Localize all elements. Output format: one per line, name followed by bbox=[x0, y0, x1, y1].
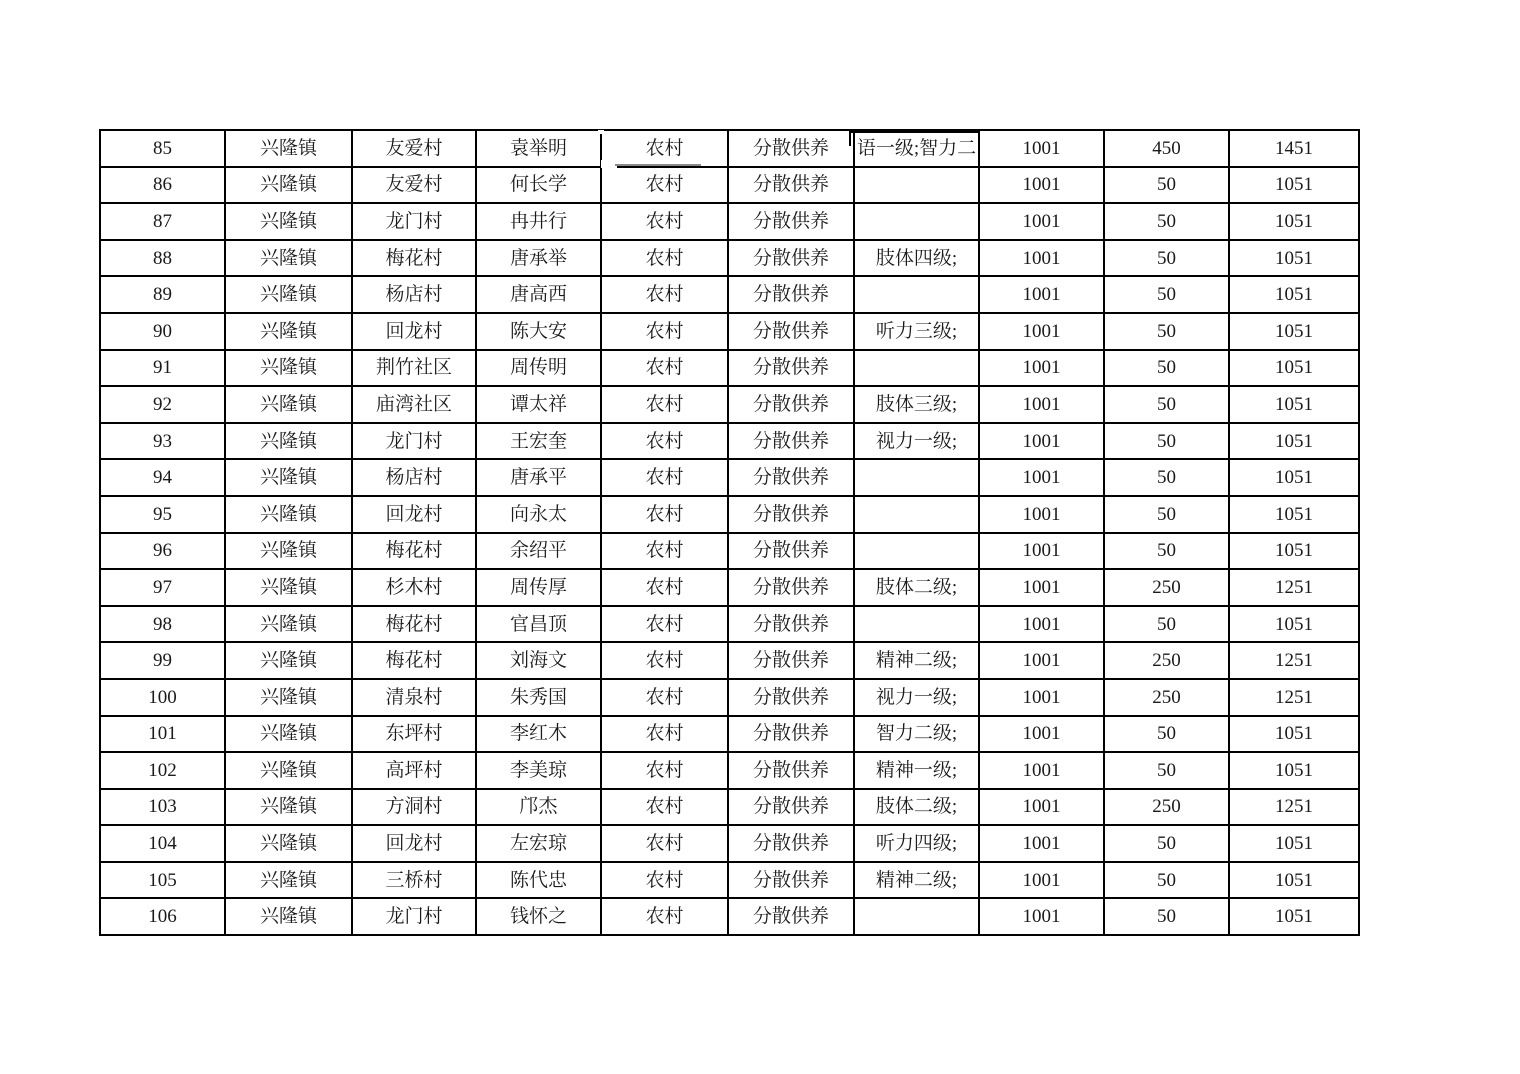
support-type-cell: 分散供养 bbox=[728, 130, 854, 167]
subsidy-amount-cell: 250 bbox=[1104, 642, 1229, 679]
base-amount-cell: 1001 bbox=[979, 240, 1104, 277]
row-number-cell: 92 bbox=[100, 386, 225, 423]
residence-type-cell: 农村 bbox=[601, 569, 728, 606]
row-number-cell: 97 bbox=[100, 569, 225, 606]
residence-type-cell: 农村 bbox=[601, 898, 728, 935]
disability-level-cell bbox=[854, 167, 979, 204]
village-cell: 三桥村 bbox=[352, 862, 476, 899]
base-amount-cell: 1001 bbox=[979, 167, 1104, 204]
village-cell: 龙门村 bbox=[352, 898, 476, 935]
table-row bbox=[100, 789, 1359, 826]
subsidy-amount-cell: 50 bbox=[1104, 533, 1229, 570]
table-row bbox=[100, 276, 1359, 313]
table-row bbox=[100, 386, 1359, 423]
residence-type-cell: 农村 bbox=[601, 862, 728, 899]
residence-type-cell: 农村 bbox=[601, 350, 728, 387]
total-amount-cell: 1051 bbox=[1229, 533, 1359, 570]
table-row bbox=[100, 459, 1359, 496]
support-type-cell: 分散供养 bbox=[728, 606, 854, 643]
base-amount-cell: 1001 bbox=[979, 313, 1104, 350]
support-type-cell: 分散供养 bbox=[728, 167, 854, 204]
town-cell: 兴隆镇 bbox=[225, 752, 352, 789]
town-cell: 兴隆镇 bbox=[225, 825, 352, 862]
base-amount-cell: 1001 bbox=[979, 862, 1104, 899]
residence-type-cell: 农村 bbox=[601, 240, 728, 277]
subsidy-amount-cell: 50 bbox=[1104, 240, 1229, 277]
table-row bbox=[100, 240, 1359, 277]
support-type-cell: 分散供养 bbox=[728, 642, 854, 679]
person-name-cell: 唐承平 bbox=[476, 459, 601, 496]
base-amount-cell: 1001 bbox=[979, 276, 1104, 313]
table-row bbox=[100, 167, 1359, 204]
residence-type-cell: 农村 bbox=[601, 752, 728, 789]
disability-level-cell: 肢体四级; bbox=[854, 240, 979, 277]
disability-level-cell bbox=[854, 898, 979, 935]
table-row bbox=[100, 716, 1359, 753]
residence-type-cell: 农村 bbox=[601, 276, 728, 313]
person-name-cell: 谭太祥 bbox=[476, 386, 601, 423]
residence-type-cell: 农村 bbox=[601, 642, 728, 679]
residence-type-cell: 农村 bbox=[601, 716, 728, 753]
row-number-cell: 98 bbox=[100, 606, 225, 643]
disability-level-cell: 视力一级; bbox=[854, 679, 979, 716]
subsidy-amount-cell: 50 bbox=[1104, 276, 1229, 313]
table-row bbox=[100, 825, 1359, 862]
village-cell: 回龙村 bbox=[352, 496, 476, 533]
village-cell: 回龙村 bbox=[352, 313, 476, 350]
support-type-cell: 分散供养 bbox=[728, 203, 854, 240]
row-number-cell: 86 bbox=[100, 167, 225, 204]
row-number-cell: 94 bbox=[100, 459, 225, 496]
subsidy-amount-cell: 250 bbox=[1104, 569, 1229, 606]
table-row bbox=[100, 423, 1359, 460]
table-row bbox=[100, 313, 1359, 350]
residence-type-cell: 农村 bbox=[601, 203, 728, 240]
village-cell: 杨店村 bbox=[352, 459, 476, 496]
table-row bbox=[100, 642, 1359, 679]
person-name-cell: 唐承举 bbox=[476, 240, 601, 277]
row-number-cell: 85 bbox=[100, 130, 225, 167]
base-amount-cell: 1001 bbox=[979, 752, 1104, 789]
base-amount-cell: 1001 bbox=[979, 203, 1104, 240]
disability-level-cell bbox=[854, 606, 979, 643]
base-amount-cell: 1001 bbox=[979, 350, 1104, 387]
total-amount-cell: 1051 bbox=[1229, 167, 1359, 204]
total-amount-cell: 1451 bbox=[1229, 130, 1359, 167]
disability-level-cell: 精神二级; bbox=[854, 862, 979, 899]
row-number-cell: 89 bbox=[100, 276, 225, 313]
support-type-cell: 分散供养 bbox=[728, 386, 854, 423]
total-amount-cell: 1051 bbox=[1229, 350, 1359, 387]
base-amount-cell: 1001 bbox=[979, 898, 1104, 935]
base-amount-cell: 1001 bbox=[979, 386, 1104, 423]
total-amount-cell: 1051 bbox=[1229, 825, 1359, 862]
town-cell: 兴隆镇 bbox=[225, 276, 352, 313]
table-row bbox=[100, 350, 1359, 387]
town-cell: 兴隆镇 bbox=[225, 423, 352, 460]
support-type-cell: 分散供养 bbox=[728, 862, 854, 899]
person-name-cell: 唐高西 bbox=[476, 276, 601, 313]
person-name-cell: 冉井行 bbox=[476, 203, 601, 240]
residence-type-cell: 农村 bbox=[601, 825, 728, 862]
support-type-cell: 分散供养 bbox=[728, 276, 854, 313]
village-cell: 高坪村 bbox=[352, 752, 476, 789]
subsidy-amount-cell: 50 bbox=[1104, 167, 1229, 204]
base-amount-cell: 1001 bbox=[979, 569, 1104, 606]
row-number-cell: 101 bbox=[100, 716, 225, 753]
row-number-cell: 102 bbox=[100, 752, 225, 789]
total-amount-cell: 1051 bbox=[1229, 386, 1359, 423]
base-amount-cell: 1001 bbox=[979, 716, 1104, 753]
subsidy-amount-cell: 250 bbox=[1104, 679, 1229, 716]
town-cell: 兴隆镇 bbox=[225, 167, 352, 204]
disability-level-cell: 精神二级; bbox=[854, 642, 979, 679]
disability-level-cell: 语一级;智力二 bbox=[854, 130, 979, 167]
row-number-cell: 99 bbox=[100, 642, 225, 679]
person-name-cell: 刘海文 bbox=[476, 642, 601, 679]
village-cell: 龙门村 bbox=[352, 423, 476, 460]
subsidy-amount-cell: 50 bbox=[1104, 386, 1229, 423]
disability-level-cell: 肢体二级; bbox=[854, 569, 979, 606]
total-amount-cell: 1051 bbox=[1229, 423, 1359, 460]
row-number-cell: 100 bbox=[100, 679, 225, 716]
total-amount-cell: 1051 bbox=[1229, 716, 1359, 753]
total-amount-cell: 1051 bbox=[1229, 459, 1359, 496]
residence-type-cell: 农村 bbox=[601, 533, 728, 570]
base-amount-cell: 1001 bbox=[979, 679, 1104, 716]
subsidy-amount-cell: 50 bbox=[1104, 350, 1229, 387]
person-name-cell: 周传厚 bbox=[476, 569, 601, 606]
person-name-cell: 邝杰 bbox=[476, 789, 601, 826]
town-cell: 兴隆镇 bbox=[225, 679, 352, 716]
disability-level-cell bbox=[854, 533, 979, 570]
town-cell: 兴隆镇 bbox=[225, 130, 352, 167]
subsidy-amount-cell: 50 bbox=[1104, 459, 1229, 496]
residence-type-cell: 农村 bbox=[601, 167, 728, 204]
row-number-cell: 105 bbox=[100, 862, 225, 899]
total-amount-cell: 1251 bbox=[1229, 569, 1359, 606]
row-number-cell: 93 bbox=[100, 423, 225, 460]
town-cell: 兴隆镇 bbox=[225, 716, 352, 753]
village-cell: 梅花村 bbox=[352, 606, 476, 643]
total-amount-cell: 1251 bbox=[1229, 789, 1359, 826]
residence-type-cell: 农村 bbox=[601, 679, 728, 716]
disability-level-cell bbox=[854, 459, 979, 496]
row-number-cell: 103 bbox=[100, 789, 225, 826]
village-cell: 清泉村 bbox=[352, 679, 476, 716]
residence-type-cell: 农村 bbox=[601, 789, 728, 826]
residence-type-cell: 农村 bbox=[601, 313, 728, 350]
support-type-cell: 分散供养 bbox=[728, 313, 854, 350]
village-cell: 杉木村 bbox=[352, 569, 476, 606]
table-row bbox=[100, 533, 1359, 570]
residence-type-cell: 农村 bbox=[601, 459, 728, 496]
town-cell: 兴隆镇 bbox=[225, 459, 352, 496]
row-number-cell: 96 bbox=[100, 533, 225, 570]
table-row bbox=[100, 569, 1359, 606]
base-amount-cell: 1001 bbox=[979, 642, 1104, 679]
person-name-cell: 李红木 bbox=[476, 716, 601, 753]
village-cell: 杨店村 bbox=[352, 276, 476, 313]
base-amount-cell: 1001 bbox=[979, 496, 1104, 533]
row-number-cell: 90 bbox=[100, 313, 225, 350]
base-amount-cell: 1001 bbox=[979, 606, 1104, 643]
table-row bbox=[100, 496, 1359, 533]
disability-level-cell: 视力一级; bbox=[854, 423, 979, 460]
disability-level-cell bbox=[854, 276, 979, 313]
base-amount-cell: 1001 bbox=[979, 459, 1104, 496]
total-amount-cell: 1051 bbox=[1229, 496, 1359, 533]
row-number-cell: 91 bbox=[100, 350, 225, 387]
person-name-cell: 陈代忠 bbox=[476, 862, 601, 899]
subsidy-amount-cell: 50 bbox=[1104, 716, 1229, 753]
subsidy-amount-cell: 50 bbox=[1104, 203, 1229, 240]
subsidy-amount-cell: 250 bbox=[1104, 789, 1229, 826]
town-cell: 兴隆镇 bbox=[225, 350, 352, 387]
person-name-cell: 周传明 bbox=[476, 350, 601, 387]
village-cell: 荆竹社区 bbox=[352, 350, 476, 387]
disability-level-cell: 精神一级; bbox=[854, 752, 979, 789]
town-cell: 兴隆镇 bbox=[225, 789, 352, 826]
table-row bbox=[100, 606, 1359, 643]
person-name-cell: 官昌顶 bbox=[476, 606, 601, 643]
base-amount-cell: 1001 bbox=[979, 533, 1104, 570]
person-name-cell: 李美琼 bbox=[476, 752, 601, 789]
support-type-cell: 分散供养 bbox=[728, 789, 854, 826]
subsidy-amount-cell: 50 bbox=[1104, 862, 1229, 899]
subsidy-amount-cell: 50 bbox=[1104, 606, 1229, 643]
residence-type-cell: 农村 bbox=[601, 423, 728, 460]
village-cell: 龙门村 bbox=[352, 203, 476, 240]
town-cell: 兴隆镇 bbox=[225, 386, 352, 423]
subsidy-amount-cell: 50 bbox=[1104, 313, 1229, 350]
town-cell: 兴隆镇 bbox=[225, 862, 352, 899]
subsidy-amount-cell: 50 bbox=[1104, 898, 1229, 935]
row-number-cell: 104 bbox=[100, 825, 225, 862]
total-amount-cell: 1051 bbox=[1229, 752, 1359, 789]
subsidy-amount-cell: 450 bbox=[1104, 130, 1229, 167]
benefits-roster-table bbox=[99, 129, 1360, 936]
base-amount-cell: 1001 bbox=[979, 789, 1104, 826]
person-name-cell: 陈大安 bbox=[476, 313, 601, 350]
village-cell: 东坪村 bbox=[352, 716, 476, 753]
base-amount-cell: 1001 bbox=[979, 130, 1104, 167]
subsidy-amount-cell: 50 bbox=[1104, 423, 1229, 460]
support-type-cell: 分散供养 bbox=[728, 752, 854, 789]
town-cell: 兴隆镇 bbox=[225, 313, 352, 350]
disability-level-cell: 肢体三级; bbox=[854, 386, 979, 423]
person-name-cell: 钱怀之 bbox=[476, 898, 601, 935]
table-row bbox=[100, 130, 1359, 167]
base-amount-cell: 1001 bbox=[979, 423, 1104, 460]
support-type-cell: 分散供养 bbox=[728, 240, 854, 277]
benefits-table-body bbox=[100, 130, 1359, 935]
residence-type-cell: 农村 bbox=[601, 496, 728, 533]
village-cell: 方洞村 bbox=[352, 789, 476, 826]
row-number-cell: 106 bbox=[100, 898, 225, 935]
disability-level-cell bbox=[854, 350, 979, 387]
base-amount-cell: 1001 bbox=[979, 825, 1104, 862]
total-amount-cell: 1051 bbox=[1229, 276, 1359, 313]
person-name-cell: 袁举明 bbox=[476, 130, 601, 167]
support-type-cell: 分散供养 bbox=[728, 423, 854, 460]
total-amount-cell: 1051 bbox=[1229, 862, 1359, 899]
support-type-cell: 分散供养 bbox=[728, 716, 854, 753]
total-amount-cell: 1051 bbox=[1229, 898, 1359, 935]
disability-level-cell bbox=[854, 203, 979, 240]
table-row bbox=[100, 203, 1359, 240]
table-row bbox=[100, 862, 1359, 899]
person-name-cell: 朱秀国 bbox=[476, 679, 601, 716]
support-type-cell: 分散供养 bbox=[728, 496, 854, 533]
total-amount-cell: 1051 bbox=[1229, 606, 1359, 643]
row-number-cell: 87 bbox=[100, 203, 225, 240]
village-cell: 回龙村 bbox=[352, 825, 476, 862]
town-cell: 兴隆镇 bbox=[225, 496, 352, 533]
disability-level-cell: 听力三级; bbox=[854, 313, 979, 350]
disability-level-cell: 听力四级; bbox=[854, 825, 979, 862]
town-cell: 兴隆镇 bbox=[225, 642, 352, 679]
person-name-cell: 余绍平 bbox=[476, 533, 601, 570]
support-type-cell: 分散供养 bbox=[728, 825, 854, 862]
person-name-cell: 向永太 bbox=[476, 496, 601, 533]
support-type-cell: 分散供养 bbox=[728, 679, 854, 716]
benefits-table-grid bbox=[99, 129, 1360, 936]
total-amount-cell: 1051 bbox=[1229, 240, 1359, 277]
residence-type-cell: 农村 bbox=[601, 130, 728, 167]
row-number-cell: 88 bbox=[100, 240, 225, 277]
town-cell: 兴隆镇 bbox=[225, 898, 352, 935]
village-cell: 梅花村 bbox=[352, 533, 476, 570]
village-cell: 友爱村 bbox=[352, 167, 476, 204]
subsidy-amount-cell: 50 bbox=[1104, 752, 1229, 789]
support-type-cell: 分散供养 bbox=[728, 898, 854, 935]
town-cell: 兴隆镇 bbox=[225, 240, 352, 277]
subsidy-amount-cell: 50 bbox=[1104, 496, 1229, 533]
row-number-cell: 95 bbox=[100, 496, 225, 533]
table-row bbox=[100, 679, 1359, 716]
town-cell: 兴隆镇 bbox=[225, 533, 352, 570]
person-name-cell: 左宏琼 bbox=[476, 825, 601, 862]
village-cell: 梅花村 bbox=[352, 240, 476, 277]
table-row bbox=[100, 752, 1359, 789]
residence-type-cell: 农村 bbox=[601, 386, 728, 423]
table-row bbox=[100, 898, 1359, 935]
subsidy-amount-cell: 50 bbox=[1104, 825, 1229, 862]
disability-level-cell: 智力二级; bbox=[854, 716, 979, 753]
total-amount-cell: 1251 bbox=[1229, 679, 1359, 716]
support-type-cell: 分散供养 bbox=[728, 350, 854, 387]
town-cell: 兴隆镇 bbox=[225, 203, 352, 240]
residence-type-cell: 农村 bbox=[601, 606, 728, 643]
total-amount-cell: 1251 bbox=[1229, 642, 1359, 679]
support-type-cell: 分散供养 bbox=[728, 533, 854, 570]
village-cell: 庙湾社区 bbox=[352, 386, 476, 423]
total-amount-cell: 1051 bbox=[1229, 203, 1359, 240]
person-name-cell: 王宏奎 bbox=[476, 423, 601, 460]
town-cell: 兴隆镇 bbox=[225, 606, 352, 643]
disability-level-cell bbox=[854, 496, 979, 533]
support-type-cell: 分散供养 bbox=[728, 459, 854, 496]
village-cell: 友爱村 bbox=[352, 130, 476, 167]
town-cell: 兴隆镇 bbox=[225, 569, 352, 606]
village-cell: 梅花村 bbox=[352, 642, 476, 679]
total-amount-cell: 1051 bbox=[1229, 313, 1359, 350]
disability-level-cell: 肢体二级; bbox=[854, 789, 979, 826]
person-name-cell: 何长学 bbox=[476, 167, 601, 204]
support-type-cell: 分散供养 bbox=[728, 569, 854, 606]
